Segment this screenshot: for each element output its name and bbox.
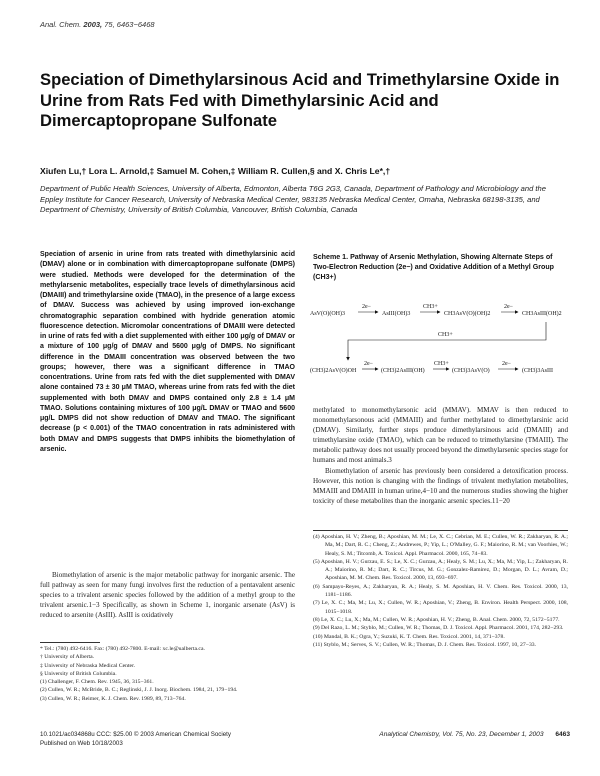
scheme-row1-species-3: CH3AsV(O)(OH)2 <box>444 311 491 317</box>
reference-item: (10) Mandal, B. K.; Ogra, Y.; Suzuki, K. T. Chem. Res. Toxicol. 2001, 14, 371−378. <box>313 633 505 640</box>
journal-name: Anal. Chem. <box>40 20 82 29</box>
scheme-arrow-label: 2e− <box>364 361 374 367</box>
scheme-row2-species-4: (CH3)3AsIII <box>522 368 553 374</box>
scheme-arrow-label: 2e− <box>502 361 512 367</box>
scheme-arrow-label: CH3+ <box>438 332 453 338</box>
publication-info <box>40 731 231 748</box>
footnote-item: ‡ University of Nebraska Medical Center. <box>40 662 136 669</box>
reference-item: (9) Del Razo, L. M.; Styblo, M.; Cullen, W. R.; Thomas, D. J. Toxicol. Appl. Pharmacol. 2001, 174, 282−293. <box>313 625 564 632</box>
reference-item: (2) Cullen, W. R.; McBride, B. C.; Reglinski, J. J. Inorg. Biochem. 1984, 21, 179−194. <box>40 687 238 694</box>
scheme-row2-species-3: (CH3)3AsV(O) <box>452 368 490 374</box>
scheme-arrow-label: 2e− <box>362 304 372 310</box>
running-footer <box>379 731 570 738</box>
journal-citation <box>40 20 155 29</box>
reference-item: (6) Sampayo-Reyes, A.; Zakharyan, R. A.; Healy, S. M. Aposhian, H. V. Chem. Res. Toxicol. 2000, 13, 1181−1186. <box>313 583 568 599</box>
scheme-row1-species-1: AsV(O)(OH)3 <box>310 311 345 317</box>
journal-year: 2003, <box>83 20 103 29</box>
scheme-row1-species-2: AsIII(OH)3 <box>382 311 411 317</box>
scheme-row1-species-4: CH3AsIII(OH)2 <box>522 311 562 317</box>
references <box>313 533 568 649</box>
reference-item: (11) Styblo, M.; Serves, S. V.; Cullen, W. R.; Thomas, D. J. Chem. Res. Toxicol. 1997, 10, 27−33. <box>313 641 537 648</box>
journal-pages: 6463−6468 <box>116 20 155 29</box>
body-paragraph: Biomethylation of arsenic has previously been considered a detoxification process. However, this notion is changing with the findings of trivalent methylation metabolites, MMAIII and DMAIII in human urine,4−10 and the numerous studies showing the higher toxicity of these metabolites than the inorganic arsenic species.11−20 <box>313 466 568 505</box>
footnotes <box>40 645 295 703</box>
footnote-item: § University of British Columbia. <box>40 670 117 677</box>
reference-item: (1) Challenger, F. Chem. Rev. 1945, 36, 315−361. <box>40 679 154 686</box>
scheme-arrow-label: CH3+ <box>434 361 449 367</box>
author-list: Xiufen Lu,† Lora L. Arnold,‡ Samuel M. Cohen,‡ William R. Cullen,§ and X. Chris Le*,† <box>40 166 391 176</box>
right-column-body <box>313 405 568 506</box>
scheme-arrow-label: CH3+ <box>423 304 438 310</box>
journal-volume: 75, <box>104 20 115 29</box>
references-divider <box>313 530 568 531</box>
reference-item: (3) Cullen, W. R.; Reimer, K. J. Chem. Rev. 1989, 89, 713−764. <box>40 695 186 702</box>
published-date: Published on Web 10/18/2003 <box>40 739 123 747</box>
footnote-item: † University of Alberta. <box>40 654 95 661</box>
body-paragraph: methylated to monomethylarsonic acid (MMAV). MMAV is then reduced to monomethylarsonous acid (MMAIII) and further methylated to dimethylarsinic acid (DMAV). Similarly, further steps produce dimethylarsinous acid (DMAIII) and trimethylarsine oxide (TMAO), which can be reduced to trimethylarsine (TMAIII). The metabolic pathway does not usually proceed beyond the dimethylarsenic species stage for humans and most animals.3 <box>313 406 568 465</box>
page-number: 6463 <box>555 731 570 738</box>
scheme-row2-species-1: (CH3)2AsV(O)OH <box>310 368 357 374</box>
affiliations: Department of Public Health Sciences, University of Alberta, Edmonton, Alberta T6G 2G3, Canada, Department of Pathology and Microbiology and the Eppley Institute for Cancer Research, University of Nebraska Medical Center, 983135 Nebraska Medical Center, Omaha, Nebraska 68198-3135, and Department of Chemistry, University of British Columbia, Vancouver, British Columbia, Canada <box>40 184 546 215</box>
reference-item: (4) Aposhian, H. V.; Zheng, B.; Aposhian, M. M.; Le, X. C.; Cebrian, M. E.; Cullen, W. R.; Zakharyan, R. A.; Ma, M.; Dart, R. C.; Cheng, Z.; Andrewes, P.; Yip, L.; O'Malley, G. F.; Maiorino, R. M.; van Voorhies, W.; Healy, S. M.; Titcomb, A. Toxicol. Appl. Pharmacol. 2000, 165, 74−83. <box>313 534 568 557</box>
footnote-divider <box>40 642 100 643</box>
reference-item: (7) Le, X. C.; Ma, M.; Lu, X.; Cullen, W. R.; Aposhian, V.; Zheng, B. Environ. Health Perspect. 2000, 108, 1015−1018. <box>313 600 568 615</box>
scheme-connector-arrow <box>348 322 546 360</box>
footnote-item: * Tel.: (780) 492-6416. Fax: (780) 492-7800. E-mail: xc.le@ualberta.ca. <box>40 646 205 652</box>
abstract: Speciation of arsenic in urine from rats treated with dimethylarsinic acid (DMAV) alone or in combination with dimercaptopropane sulfonate (DMPS) were studied. Methods were developed for the determination of the methylarsenic metabolites, especially trace levels of dimethylarsinous acid (DMAIII) and trimethylarsine oxide (TMAO), in the presence of a large excess of DMAV. Success was achieved by using improved ion-exchange chromatographic separation combined with hydride generation atomic fluorescence detection. Micromolar concentrations of DMAIII were detected in urine of rats fed with a diet supplemented with either 100 μg/g of DMAV or a mixture of 100 μg/g of DMAV and 5600 μg/g of DMPS. No significant difference in the DMAIII concentration was observed between the two groups; however, there was a significant difference in TMAO concentrations. Urine from rats fed with the diet supplemented with DMAV alone contained 73 ± 30 μM TMAO, whereas urine from rats fed with the diet supplemented with both DMAV and DMPS contained only 2.8 ± 1.4 μM TMAO. Solutions containing mixtures of 100 μg/L DMAV or TMAO and 5600 μg/L DMPS did not show reduction of DMAV and TMAO. The significant decrease (p < 0.001) of the TMAO concentration in rats administered with both DMAV and DMPS suggests that DMPS inhibits the biomethylation of arsenic. <box>40 251 295 453</box>
journal-issue: Analytical Chemistry, Vol. 75, No. 23, December 1, 2003 <box>379 731 544 738</box>
reference-item: (8) Le, X. C.; Lu, X.; Ma, M.; Cullen, W. R.; Aposhian, H. V.; Zheng, B. Anal. Chem. 2000, 72, 5172−5177. <box>313 616 560 623</box>
doi-line: 10.1021/ac034868u CCC: $25.00 © 2003 American Chemical Society <box>40 731 231 738</box>
reference-item: (5) Aposhian, H. V.; Gurzau, E. S.; Le, X. C.; Gurzau, A.; Healy, S. M.; Lu, X.; Ma, M.; Yip, L.; Zakharyan, R. A.; Maiorino, R. M.; Dart, R. C.; Tircus, M. G.; Gonzalez-Ramirez, D.; Morgan, D. L.; Avram, D.; Aposhian, M. M. Chem. Res. Toxicol. 2000, 13, 693−697. <box>313 558 568 582</box>
scheme-diagram <box>308 300 578 395</box>
article-title: Speciation of Dimethylarsinous Acid and Trimethylarsine Oxide in Urine from Rats Fed with Dimethylarsinic Acid and Dimercaptopropane Sulfonate <box>40 70 560 130</box>
scheme-row2-species-2: (CH3)2AsIII(OH) <box>381 368 425 374</box>
intro-paragraph: Biomethylation of arsenic is the major metabolic pathway for inorganic arsenic. The full pathway as seen for many fungi involves first the reduction of a pentavalent arsenic species to a trivalent arsenic species followed by the addition of a methyl group to the trivalent arsenic.1−3 Specifically, as shown in Scheme 1, inorganic arsenate (AsV) is reduced to arsenite (AsIII). AsIII is oxidatively <box>40 571 295 620</box>
scheme-arrow-label: 2e− <box>504 304 514 310</box>
scheme-caption: Scheme 1. Pathway of Arsenic Methylation, Showing Alternate Steps of Two-Electron Reduction (2e−) and Oxidative Addition of a Methyl Group (CH3+) <box>313 253 555 281</box>
